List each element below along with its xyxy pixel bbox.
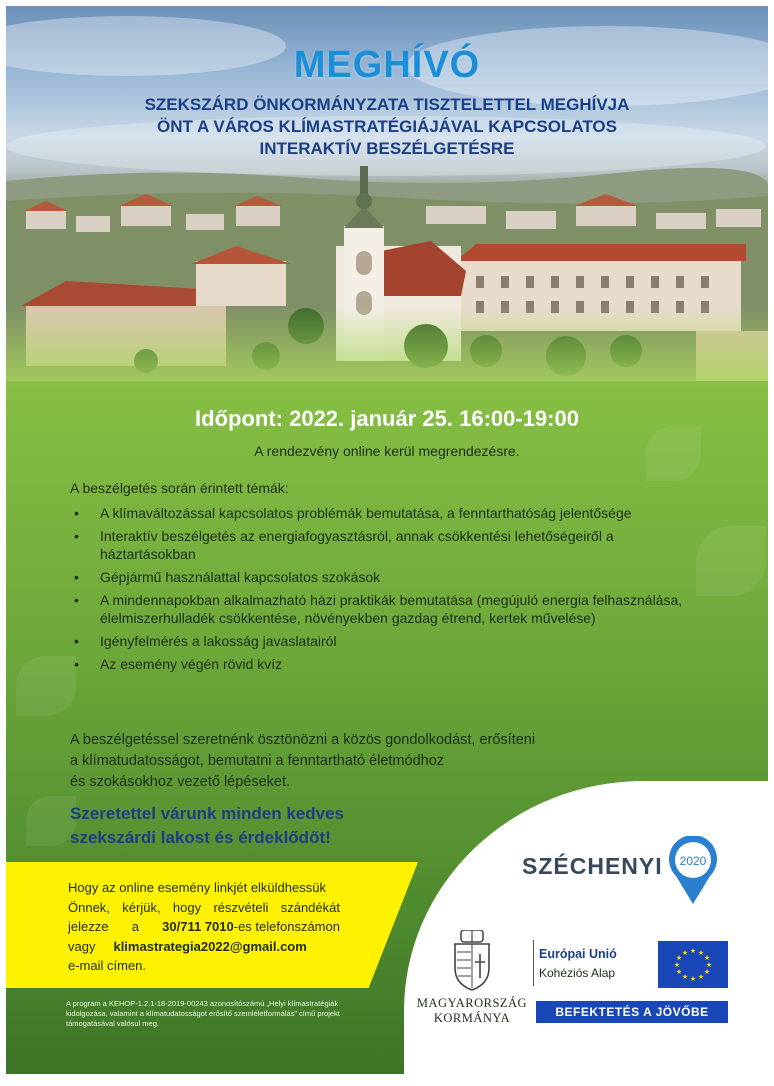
list-item: • Az esemény végén rövid kvíz <box>70 655 690 673</box>
contact-text-fragment: hogy <box>172 899 202 915</box>
contact-text-fragment: jelezze <box>68 919 109 934</box>
purpose-line: A beszélgetéssel szeretnénk ösztönözni a közös gondolkodást, erősíteni <box>70 732 536 748</box>
szechenyi-2020-pin-icon <box>668 836 718 906</box>
purpose-line: és szokásokhoz vezető lépéseket. <box>70 774 291 790</box>
svg-text:★: ★ <box>675 968 683 976</box>
subtitle-line: INTERAKTÍV BESZÉLGETÉSRE <box>259 139 515 158</box>
contact-text-fragment: részvételi <box>213 899 269 915</box>
contact-text-fragment: Hogy az online esemény linkjét elküldhessük <box>68 880 326 895</box>
leaf-decoration <box>26 796 76 846</box>
list-item: • Igényfelmérés a lakosság javaslatairól <box>70 632 690 650</box>
contact-text-fragment: e-mail címen. <box>68 958 147 973</box>
svg-text:★: ★ <box>705 961 713 969</box>
svg-text:★: ★ <box>697 949 705 957</box>
purpose-paragraph <box>70 730 630 793</box>
szechenyi-year: 2020 <box>679 854 707 868</box>
government-name-line: KORMÁNYA <box>433 1011 511 1025</box>
invitation-poster <box>6 6 768 1074</box>
fund-label: Kohéziós Alap <box>539 966 616 980</box>
eu-label: Európai Unió <box>539 947 617 961</box>
purpose-line: a klímatudatosságot, bemutatni a fenntartható életmódhoz <box>70 753 445 769</box>
list-item: • Gépjármű használattal kapcsolatos szokások <box>70 568 690 586</box>
svg-text:★: ★ <box>681 973 689 981</box>
contact-line <box>68 956 340 976</box>
logo-panel <box>404 781 768 1074</box>
government-name-line: MAGYARORSZÁG <box>416 996 528 1010</box>
contact-text <box>68 878 340 976</box>
town-aerial-photo <box>6 6 768 381</box>
contact-line <box>68 917 340 937</box>
contact-text-fragment: a <box>131 919 139 934</box>
topics-list <box>70 504 690 678</box>
contact-line <box>68 937 340 957</box>
photo-fade <box>6 306 768 381</box>
event-datetime: Időpont: 2022. január 25. 16:00-19:00 <box>195 406 579 431</box>
svg-text:★: ★ <box>703 954 711 962</box>
email-link[interactable]: klimastrategia2022@gmail.com <box>113 938 307 954</box>
invitation-title: MEGHÍVÓ <box>293 44 481 86</box>
leaf-decoration <box>696 526 766 596</box>
eu-flag-icon <box>658 941 728 988</box>
list-item: • A mindennapokban alkalmazható házi praktikák bemutatása (megújuló energia felhasználása, élelmiszerhulladék csökkentése, növényekben gazdag étrend, kertek művelése) <box>70 591 690 627</box>
svg-text:★: ★ <box>673 961 681 969</box>
welcome-line: szekszárdi lakost és érdeklődőt! <box>70 828 331 847</box>
online-note: A rendezvény online kerül megrendezésre. <box>254 443 520 459</box>
contact-text-fragment: kérjük, <box>122 899 161 915</box>
contact-line <box>68 878 340 898</box>
svg-text:★: ★ <box>703 968 711 976</box>
phone-number[interactable]: 30/711 7010 <box>162 919 234 934</box>
invest-banner: BEFEKTETÉS A JÖVŐBE <box>536 1001 728 1023</box>
svg-text:★: ★ <box>689 947 697 955</box>
welcome-message <box>70 802 344 850</box>
welcome-line: Szeretettel várunk minden kedves <box>70 804 345 823</box>
invitation-subtitle <box>66 94 708 160</box>
divider <box>533 940 534 986</box>
phone-line <box>162 917 340 937</box>
svg-text:★: ★ <box>681 949 689 957</box>
contact-text-fragment: szándékát <box>280 899 340 915</box>
svg-text:★: ★ <box>697 973 705 981</box>
contact-text-fragment: vagy <box>68 938 96 954</box>
subtitle-line: SZEKSZÁRD ÖNKORMÁNYZATA TISZTELETTEL MEGHÍVJA <box>144 95 630 114</box>
subtitle-line: ÖNT A VÁROS KLÍMASTRATÉGIÁJÁVAL KAPCSOLATOS <box>157 117 617 136</box>
coat-of-arms-icon <box>447 930 497 992</box>
svg-text:★: ★ <box>689 975 697 983</box>
topics-heading: A beszélgetés során érintett témák: <box>70 480 289 496</box>
contact-line <box>68 898 340 918</box>
list-item: • A klímaváltozással kapcsolatos problémák bemutatása, a fenntarthatóság jelentősége <box>70 504 690 522</box>
contact-text-fragment: Önnek, <box>68 899 110 915</box>
leaf-decoration <box>16 656 76 716</box>
funding-footnote: A program a KEHOP-1.2.1-18-2019-00243 azonosítószámú „Helyi klímastratégiák kidolgozása, valamint a klímatudatosságot erősítő szemléletformálás” című projekt támogatásával valósul meg. <box>66 999 340 1028</box>
szechenyi-wordmark: SZÉCHENYI <box>522 853 663 879</box>
contact-text-fragment: -es telefonszámon <box>233 919 340 934</box>
list-item: • Interaktív beszélgetés az energiafogyasztásról, annak csökkentési lehetőségeiről a háztartásokban <box>70 527 690 563</box>
svg-text:★: ★ <box>675 954 683 962</box>
